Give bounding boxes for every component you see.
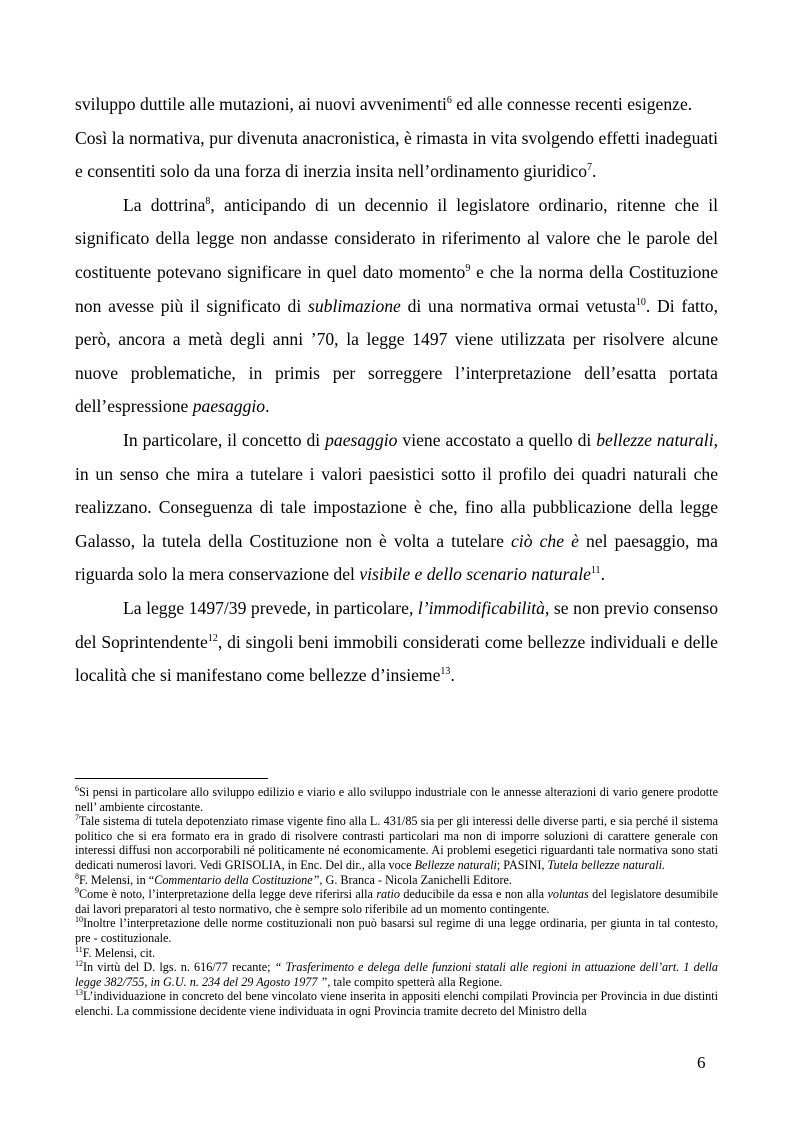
text-run: sviluppo duttile alle mutazioni, ai nuovi avvenimenti [75,94,447,114]
italic-term: sublimazione [308,295,401,316]
footnote-italic: voluntas [547,887,589,902]
footnote-number: 9 [75,886,79,896]
body-text [75,88,718,693]
text-run: La legge 1497/39 prevede, in particolare [123,597,409,618]
footnote-ref[interactable]: 9 [465,263,471,275]
italic-term: paesaggio [325,429,398,450]
text-run: In particolare, il concetto di [123,429,326,450]
footnote-8 [75,873,718,888]
text-run: ed alle connesse recenti esigenze. [451,94,693,114]
footnote-text: L’individuazione in concreto del bene vincolato viene inserita in appositi elenchi compilati Provincia per Provincia in due distinti elenchi. La commissione decidente viene individuata in ogni Provincia tramite decreto del Ministro della [75,989,718,1018]
text-run: e che la norma della Costituzione non avesse più il significato di [75,261,718,316]
text-run: . [592,161,597,182]
footnote-text: In virtù del D. lgs. n. 616/77 recante; [83,960,275,975]
footnote-6 [75,785,718,814]
footnote-italic: ratio [376,887,401,902]
text-run: . [600,564,605,585]
footnotes [75,785,718,1019]
footnote-number: 11 [75,944,83,954]
footnote-text: ; PASINI, [496,857,548,872]
footnote-text: F. Melensi, in “ [79,872,155,887]
footnote-10 [75,916,718,945]
footnote-ref[interactable]: 10 [635,296,646,308]
footnote-number: 10 [75,915,83,925]
text-run: . [450,665,455,686]
paragraph-3 [75,189,718,424]
italic-term: ciò che è [511,530,579,551]
italic-term: , l’immodificabilità [408,597,545,618]
text-run: , se non previo consenso del Soprintendente [75,597,718,652]
page-number: 6 [697,1053,706,1072]
footnote-text: Inoltre l’interpretazione delle norme costituzionali non può basarsi sul regime di una legge ordinaria, per giunta in tal contesto, pre - costituzionale. [75,916,718,945]
footnote-ref[interactable]: 6 [446,95,452,107]
footnote-separator [75,778,268,779]
paragraph-5 [75,592,718,693]
paragraph-2 [75,122,718,189]
footnote-number: 12 [75,959,83,969]
footnote-text: F. Melensi, cit. [82,945,156,960]
italic-term: paesaggio [192,396,266,417]
footnote-italic: “ Trasferimento e delega delle funzioni statali alle regioni in attuazione dell’art. 1 della legge 382/755, in G.U. n. 234 del 29 Agosto 1977 ” [75,960,718,989]
text-run: viene accostato a quello di [397,429,597,450]
footnote-13 [75,989,718,1018]
footnote-number: 8 [75,871,79,881]
footnote-12 [75,960,718,989]
text-run: . [265,396,270,417]
footnote-number: 7 [75,813,79,823]
footnote-text: del legislatore desumibile dai lavori preparatori al testo normativo, che è sempre solo riferibile ad un momento contingente. [75,887,719,916]
footnote-7 [75,814,718,872]
footnote-italic: Tutela bellezze naturali. [547,857,666,872]
footnote-9 [75,887,718,916]
italic-term: visibile e dello scenario naturale [359,564,591,585]
text-run: di una normativa ormai vetusta [400,295,636,316]
paragraph-4 [75,424,718,592]
text-run: nel paesaggio, ma riguarda solo la mera conservazione del [75,530,718,585]
italic-term: bellezze naturali [596,429,714,450]
footnote-italic: Bellezze naturali [414,857,497,872]
text-run: . Di fatto, però, ancora a metà degli anni ’70, la legge 1497 viene utilizzata per risolvere alcune nuove problematiche, in primis per sorreggere l’interpretazione dell’esatta portata dell’espressione [75,295,718,417]
footnote-italic: Commentario della Costituzione”, [154,872,323,887]
footnote-11 [75,946,718,961]
footnote-number: 6 [75,783,79,793]
footnote-text: Come è noto, l’interpretazione della legge deve riferirsi alla [79,887,377,902]
footnote-ref[interactable]: 7 [587,162,593,174]
text-run: , anticipando di un decennio il legislatore ordinario, ritenne che il significato della legge non andasse considerato in riferimento al valore che le parole del costituente potevano significare in quel dato momento [75,194,718,282]
text-run: Così la normativa, pur divenuta anacronistica, è rimasta in vita svolgendo effetti inadeguati e consentiti solo da una forza di inerzia insita nell’ordinamento giuridico [75,127,718,182]
text-run: , di singoli beni immobili considerati come bellezze individuali e delle località che si manifestano come bellezze d’insieme [75,631,718,686]
footnote-ref[interactable]: 13 [440,666,451,678]
text-run: La dottrina [123,194,206,215]
footnote-text: , tale compito spetterà alla Regione. [327,974,503,989]
footnote-text: Si pensi in particolare allo sviluppo edilizio e viario e allo sviluppo industriale con le annesse alterazioni di vario genere prodotte nell’ ambiente circostante. [75,785,718,814]
footnote-ref[interactable]: 12 [207,632,218,644]
footnote-text: Tale sistema di tutela depotenziato rimase vigente fino alla L. 431/85 sia per gli interessi delle diverse parti, e sia perché il sistema politico che si era formato era in grado di risolvere contrasti particolari ma non di imporre soluzioni di carattere generale con interessi diffusi non accorporabili né politicamente né economicamente. Ai problemi esegetici riguardanti tale normativa sono stati dedicati numerosi lavori. Vedi GRISOLIA, in Enc. Del dir., alla voce [75,814,718,872]
footnote-number: 13 [75,988,83,998]
footnote-ref[interactable]: 8 [205,195,211,207]
footnote-text: G. Branca - Nicola Zanichelli Editore. [322,872,512,887]
footnote-ref[interactable]: 11 [590,565,601,577]
paragraph-1 [75,88,718,122]
text-run: , in un senso che mira a tutelare i valori paesistici sotto il profilo dei quadri naturali che realizzano. Conseguenza di tale impostazione è che, fino alla pubblicazione della legge Galasso, la tutela della Costituzione non è volta a tutelare [75,429,718,551]
footnote-text: deducibile da essa e non alla [400,887,548,902]
